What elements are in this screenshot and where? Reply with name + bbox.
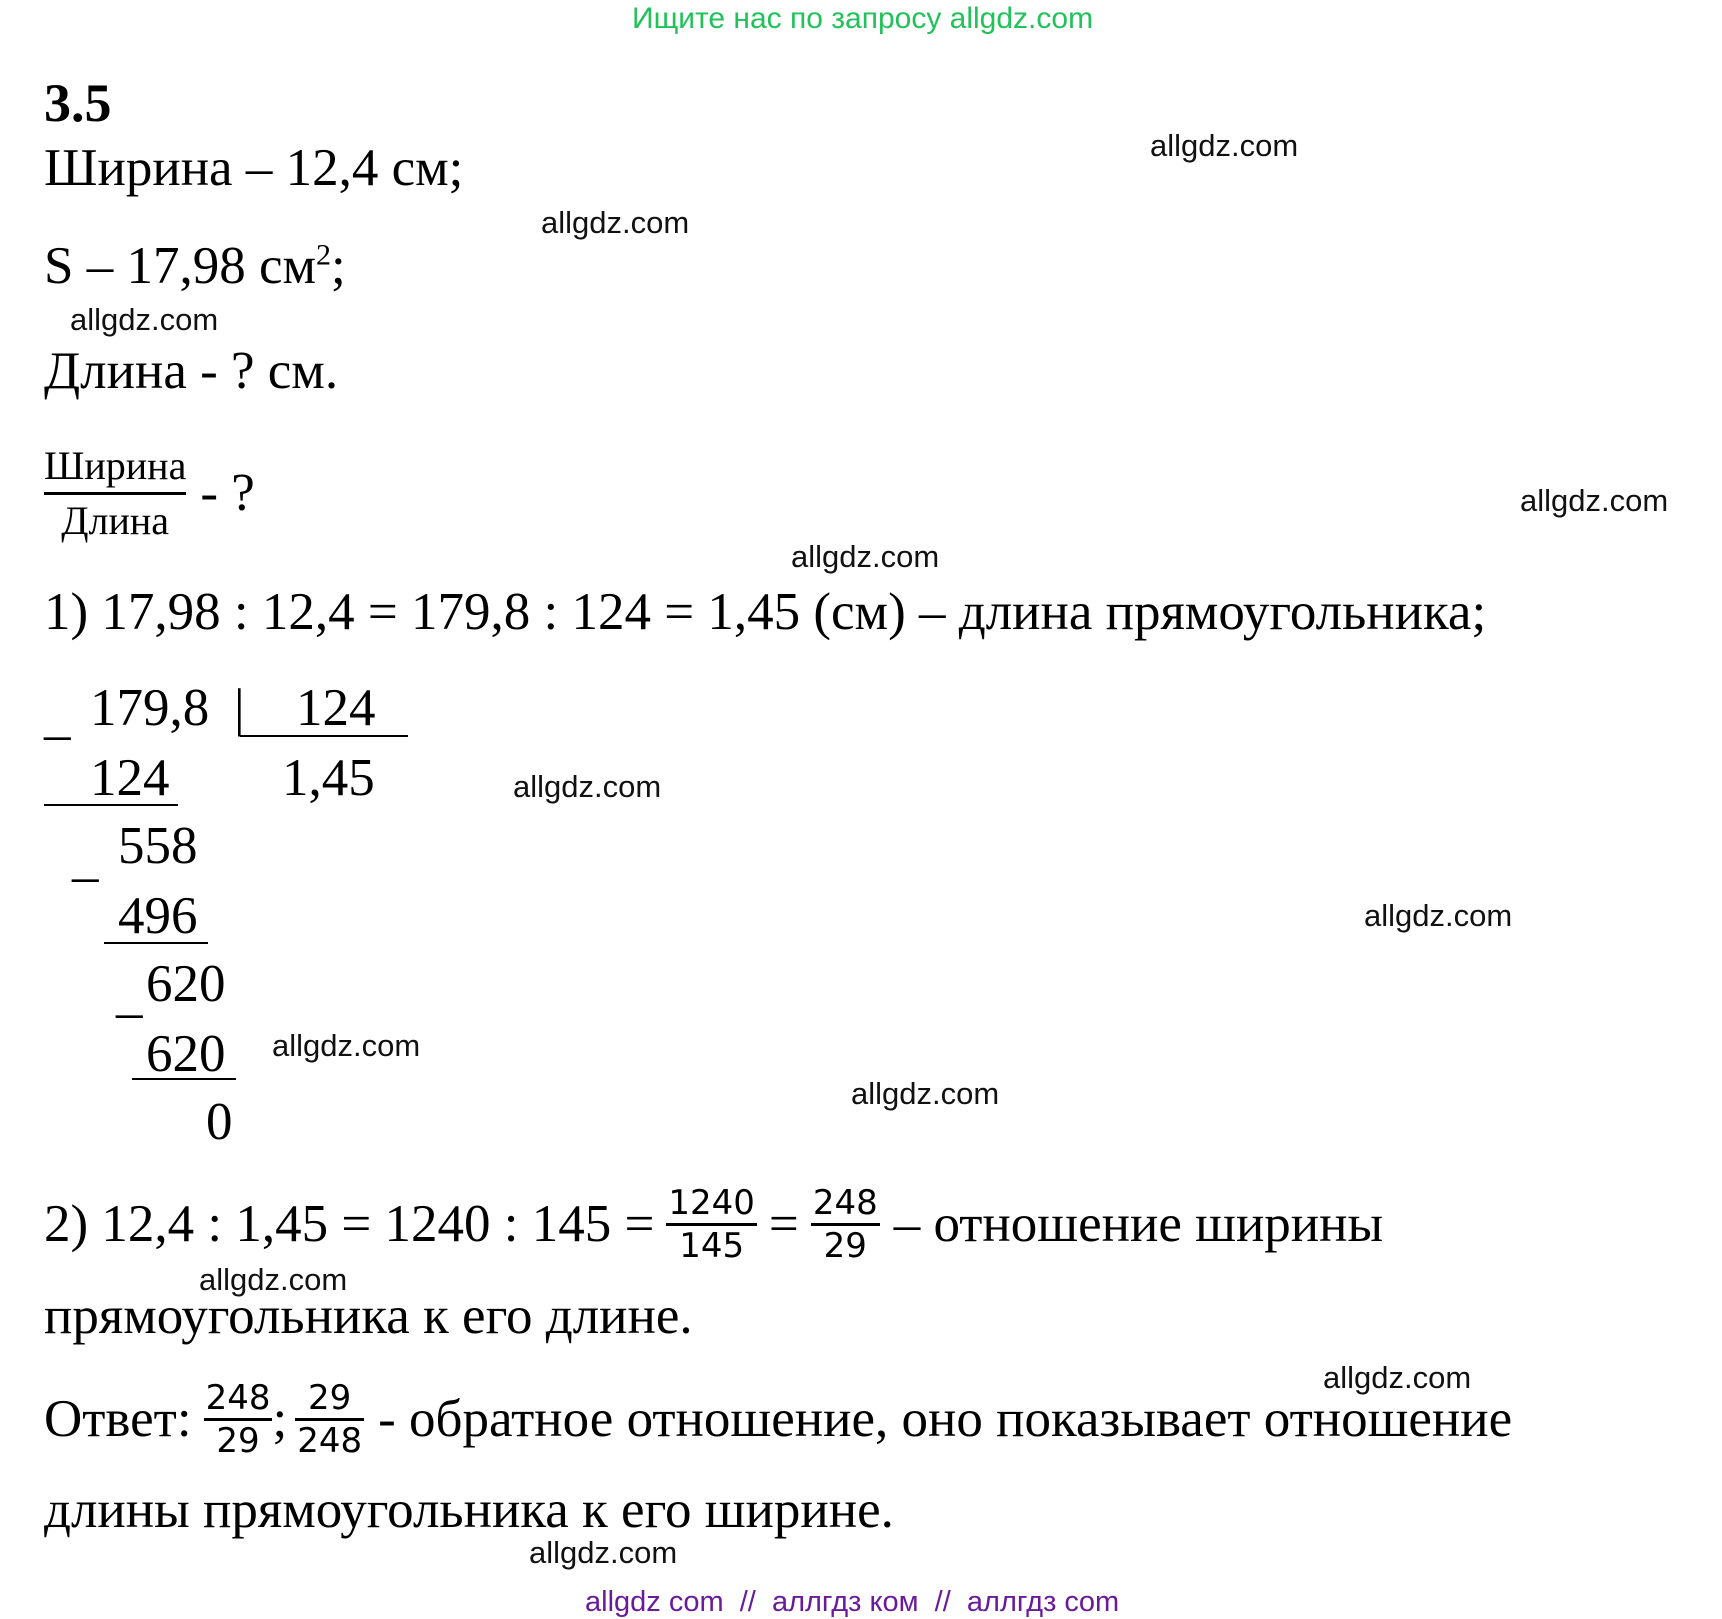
watermark: allgdz.com [513, 769, 662, 804]
ratio-fraction [44, 440, 186, 547]
watermark: allgdz.com [851, 1076, 1000, 1111]
watermark: allgdz.com [1150, 128, 1299, 163]
ld-line-5: 620 [146, 1025, 226, 1083]
watermark: allgdz.com [70, 302, 219, 337]
ld-minus-1: _ [44, 687, 71, 745]
ld-minus-2: _ [72, 829, 99, 887]
ld-divisor: 124 [296, 679, 376, 737]
top-banner[interactable]: Ищите нас по запросу allgdz.com [632, 2, 1094, 35]
ld-divisor-underline [240, 735, 408, 737]
watermark: allgdz.com [1323, 1360, 1472, 1395]
given-area [44, 237, 346, 295]
task-number: 3.5 [44, 73, 112, 133]
answer-frac1-numerator: 248 [205, 1378, 271, 1418]
watermark: allgdz.com [541, 205, 690, 240]
step2-frac2-denominator: 29 [823, 1226, 867, 1267]
answer-frac1-denominator: 29 [216, 1421, 260, 1462]
ld-rule-1 [44, 804, 178, 806]
watermark: allgdz.com [791, 539, 940, 574]
watermark: allgdz.com [1364, 898, 1513, 933]
ratio-tail: - ? [200, 464, 255, 522]
watermark: allgdz.com [1520, 483, 1669, 518]
given-area-exponent: 2 [316, 238, 332, 272]
ld-minus-3: _ [116, 965, 143, 1023]
ld-quotient: 1,45 [282, 749, 375, 807]
answer-frac2-numerator: 29 [308, 1378, 352, 1418]
ld-line-1: 124 [90, 749, 170, 807]
ld-rule-2 [104, 942, 208, 944]
step2-fraction-2 [811, 1183, 880, 1266]
step2-equation [44, 1183, 1383, 1266]
given-length: Длина - ? см. [44, 342, 339, 400]
answer-separator: ; [272, 1390, 288, 1449]
step2-frac1-denominator: 145 [679, 1226, 745, 1267]
answer-frac2-denominator: 248 [297, 1421, 363, 1462]
ld-dividend: 179,8 [90, 679, 210, 737]
given-area-text: S – 17,98 см [44, 237, 317, 295]
step2-lead: 2) 12,4 : 1,45 = 1240 : 145 = [44, 1195, 655, 1254]
ld-pipe: | [234, 679, 245, 737]
watermark: allgdz.com [272, 1028, 421, 1063]
ratio-question [44, 440, 255, 547]
step2-frac1-numerator: 1240 [668, 1183, 755, 1223]
watermark: allgdz.com [199, 1262, 348, 1297]
given-width: Ширина – 12,4 см; [44, 139, 464, 197]
answer-fraction-2 [295, 1378, 364, 1461]
step2-tail: – отношение ширины [893, 1195, 1384, 1254]
ratio-numerator: Ширина [44, 443, 187, 488]
step2-equals: = [768, 1195, 799, 1254]
footer-links[interactable]: allgdz com // аллгдз ком // аллгдз com [585, 1586, 1120, 1618]
answer-line2: длины прямоугольника к его ширине. [44, 1481, 894, 1539]
answer-fraction-1 [204, 1378, 273, 1461]
ld-rule-3 [132, 1078, 236, 1080]
ld-line-2: 558 [118, 817, 198, 875]
watermark: allgdz.com [529, 1535, 678, 1570]
step2-fraction-1 [666, 1183, 757, 1266]
ratio-denominator: Длина [61, 498, 170, 543]
step1-equation: 1) 17,98 : 12,4 = 179,8 : 124 = 1,45 (см) – длина прямоугольника; [44, 583, 1487, 641]
ld-line-3: 496 [118, 887, 198, 945]
answer-tail: - обратное отношение, оно показывает отношение [378, 1390, 1513, 1449]
ld-line-4: 620 [146, 955, 226, 1013]
answer [44, 1378, 1512, 1461]
answer-label: Ответ: [44, 1390, 192, 1449]
step2-frac2-numerator: 248 [812, 1183, 878, 1223]
ld-line-6: 0 [206, 1093, 233, 1151]
step2-line2: прямоугольника к его длине. [44, 1287, 693, 1345]
given-area-suffix: ; [331, 237, 346, 295]
